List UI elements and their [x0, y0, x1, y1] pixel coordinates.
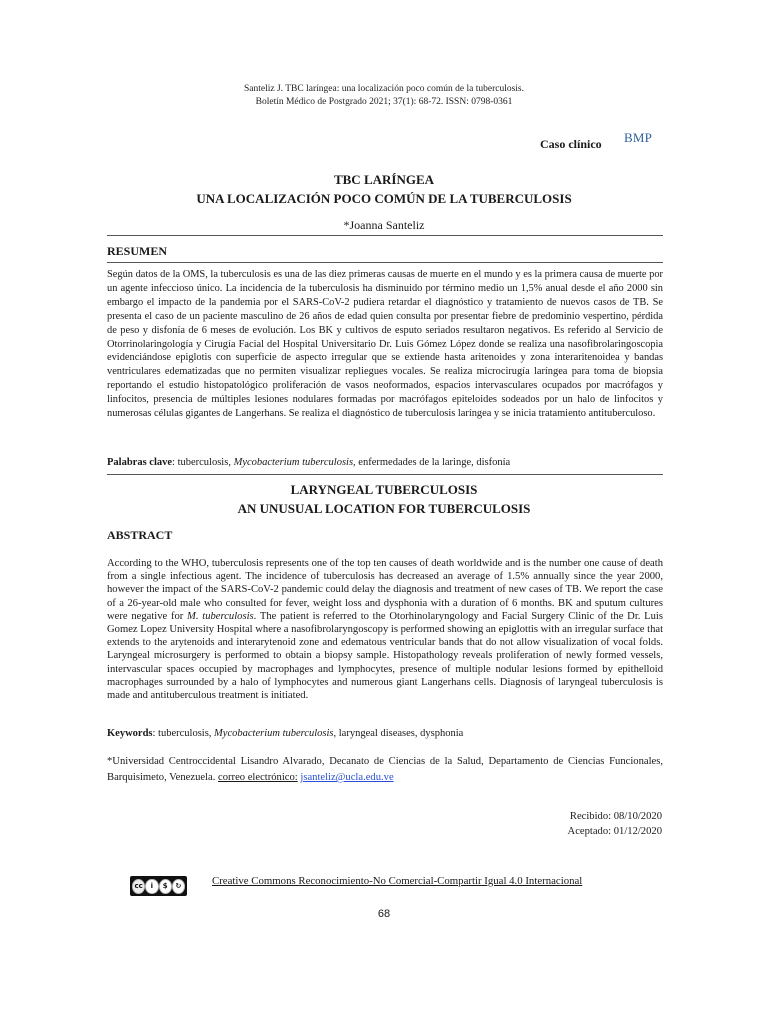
divider — [107, 474, 663, 475]
abstract-text-part: . The patient is referred to the Otorhinolaryngology and Facial Surgery Clinic of the Dr. Luis Gomez Lopez University Hospital where a nasofibrolaryngoscopy is performed showing an epiglottis with an irregular surface that extends to the arytenoids and interarytenoid zone and edematous ventricular bands that do not allow visualization of vocal folds. Laryngeal microsurgery is performed to obtain a biopsy sample. Histopathology reveals proliferation of newly formed vessels, intervascular spaces occupied by macrophages and lymphocytes, presence of multiple nodular lesions formed by epithelloid macrophages surrounded by a halo of lymphocytes and numerous giant Langerhans cells. Diagnosis of laryngeal tuberculosis is made and antituberculous treatment is initiated. — [107, 610, 664, 702]
journal-logo: BMP — [624, 130, 653, 145]
email-label: correo electrónico: — [218, 772, 298, 783]
article-type-label: Caso clínico — [540, 137, 602, 151]
abstract-italic: M. tuberculosis — [187, 610, 254, 622]
english-keywords — [107, 728, 663, 739]
accepted-date: Aceptado: 01/12/2020 — [567, 826, 662, 837]
keywords-label: Keywords — [107, 728, 153, 739]
author-name: *Joanna Santeliz — [343, 218, 425, 232]
page-number: 68 — [377, 908, 391, 920]
resumen-text: Según datos de la OMS, la tuberculosis es una de las diez primeras causas de muerte en el mundo y es la primera causa de muerte por un agente infeccioso único. La incidencia de la tuberculosis ha disminuido por término medio un 1,5% anual desde el año 2000 sin embargo el impacto de la pandemia por el SARS-CoV-2 pudiera retardar el diagnóstico y tratamiento de nuevos casos de TB. Se presenta el caso de un paciente masculino de 26 años de edad quien consulta por presentar fiebre de predominio vespertino, pérdida de peso y disfonía de 6 meses de evolución. Los BK y cultivos de esputo seriados resultaron negativos. Es referido al Servicio de Otorrinolaringología y Cirugía Facial del Hospital Universitario Dr. Luis Gómez López donde se realiza una nasofibrolaringoscopia evidenciándose epiglotis con superficie de aspecto irregular que se extiende hasta aritenoides y zona interaritenoidea y bandas ventriculares edematizadas que no permiten visualizar repliegues vocales. Se realiza microcirugía laríngea para toma de biopsia reportando el estudio histopatológico proliferación de vasos neoformados, espacios intervasculares ocupados por macrófagos y linfocitos, presencia de múltiples lesiones nodulares formadas por macrófagos epiteloides sodeados por un halo de linfocitos y numerosas células gigantes de Langerhans. Se realiza el diagnóstico de tuberculosis laríngea y se inicia tratamiento antituberculoso. — [107, 269, 663, 420]
abstract-text-part: According to the WHO, tuberculosis represents one of the top ten causes of death worldwide and is the number one cause of death from a single infectious agent. The incidence of tuberculosis has decreased an average of 1.5% annually since the year 2000, however the impact of the SARS-CoV-2 pandemic could delay the diagnosis and treatment of new cases of TB. We report the case of a 26-year-old male who consulted for fever, weight loss and dysphonia with a duration of 6 months. BK and sputum cultures were negative for — [107, 558, 663, 622]
spanish-keywords — [107, 457, 663, 468]
by-icon: i — [145, 879, 158, 894]
license-link[interactable]: Creative Commons Reconocimiento-No Comercial-Compartir Igual 4.0 Internacional — [212, 875, 583, 887]
keywords-text: , laryngeal diseases, dysphonia — [333, 728, 464, 739]
cc-icon: cc — [132, 879, 145, 894]
received-date: Recibido: 08/10/2020 — [569, 811, 662, 822]
keywords-italic: Mycobacterium tuberculosis — [233, 457, 354, 468]
abstract-heading: ABSTRACT — [107, 528, 173, 542]
citation-line-2: Boletín Médico de Postgrado 2021; 37(1): 68-72. ISSN: 0798-0361 — [255, 97, 513, 107]
keywords-text: : tuberculosis, — [172, 457, 234, 468]
abstract-text — [107, 557, 663, 702]
spanish-title-line-2: UNA LOCALIZACIÓN POCO COMÚN DE LA TUBERCULOSIS — [196, 191, 572, 206]
citation-line-1: Santeliz J. TBC laríngea: una localización poco común de la tuberculosis. — [244, 84, 524, 94]
keywords-text: : tuberculosis, — [152, 728, 215, 739]
nc-icon: $ — [159, 879, 172, 894]
submission-dates — [568, 809, 662, 839]
keywords-label: Palabras clave — [107, 457, 173, 468]
keywords-italic: Mycobacterium tuberculosis — [214, 728, 334, 739]
affiliation-text: *Universidad Centroccidental Lisandro Alvarado, Decanato de Ciencias de la Salud, Departamento de Ciencias Funcionales, Barquisimeto, Venezuela. — [107, 756, 663, 783]
spanish-title — [0, 170, 768, 208]
divider — [107, 235, 663, 236]
author-affiliation — [107, 754, 663, 786]
spanish-title-line-1: TBC LARÍNGEA — [333, 172, 435, 187]
english-title — [0, 480, 768, 518]
divider — [107, 262, 663, 263]
sa-icon: ↻ — [172, 879, 185, 894]
english-title-line-1: LARYNGEAL TUBERCULOSIS — [290, 482, 478, 497]
creative-commons-badge-icon[interactable] — [130, 876, 187, 896]
english-title-line-2: AN UNUSUAL LOCATION FOR TUBERCULOSIS — [237, 501, 531, 516]
author-email-link[interactable]: jsanteliz@ucla.edu.ve — [300, 772, 394, 783]
citation-header — [0, 83, 768, 109]
resumen-heading: RESUMEN — [107, 244, 168, 258]
keywords-text: , enfermedades de la laringe, disfonía — [353, 457, 511, 468]
